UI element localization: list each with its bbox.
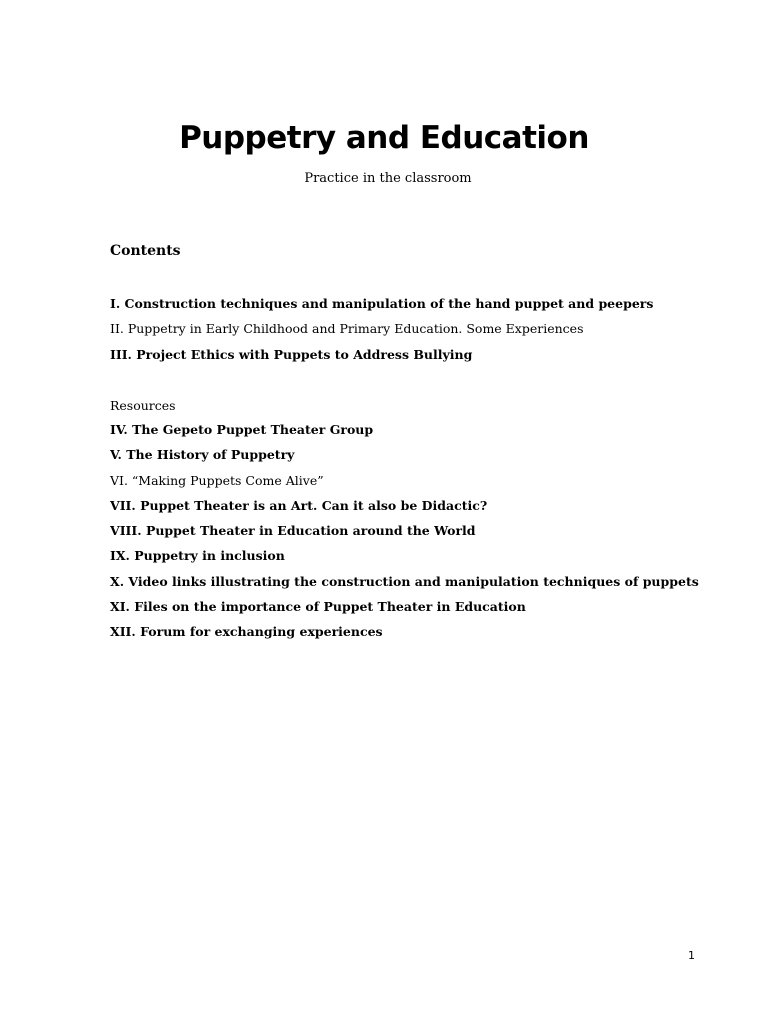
resource-item-4: IV. The Gepeto Puppet Theater Group [110,422,374,437]
resource-item-7: VII. Puppet Theater is an Art. Can it also be Didactic? [110,498,488,513]
page-number: 1 [688,949,695,962]
resource-item-6: VI. “Making Puppets Come Alive” [110,473,324,488]
resource-item-10: X. Video links illustrating the construction and manipulation techniques of puppets [110,574,699,589]
contents-item-3: III. Project Ethics with Puppets to Address Bullying [110,347,473,362]
resource-item-12: XII. Forum for exchanging experiences [110,624,383,639]
resources-heading: Resources [110,398,176,413]
resource-item-8: VIII. Puppet Theater in Education around the World [110,523,476,538]
contents-heading: Contents [110,243,181,259]
contents-item-2: II. Puppetry in Early Childhood and Primary Education. Some Experiences [110,321,584,336]
contents-item-1: I. Construction techniques and manipulation of the hand puppet and peepers [110,296,654,311]
resource-item-11: XI. Files on the importance of Puppet Theater in Education [110,599,526,614]
document-subtitle: Practice in the classroom [304,171,472,186]
document-title: Puppetry and Education [179,120,589,156]
resource-item-9: IX. Puppetry in inclusion [110,548,285,563]
resource-item-5: V. The History of Puppetry [110,447,295,462]
